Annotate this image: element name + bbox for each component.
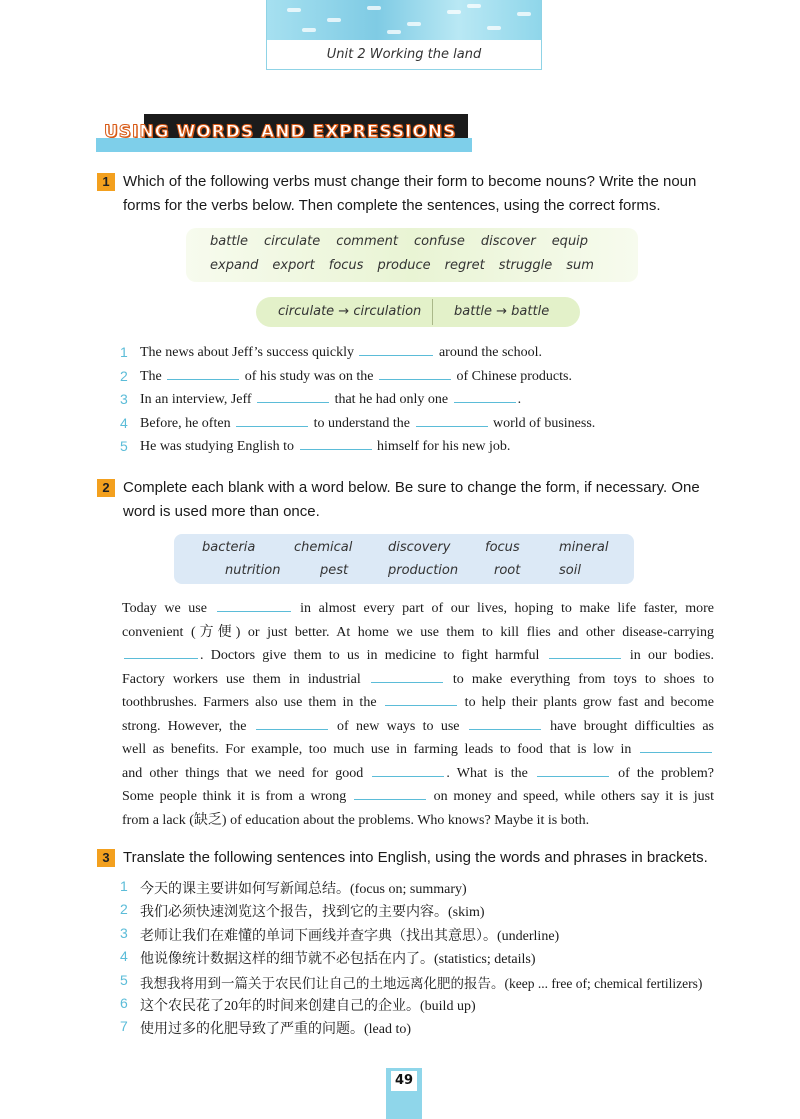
answer-blank[interactable] xyxy=(217,600,291,612)
word-item: bacteria xyxy=(202,540,256,555)
item-number: 2 xyxy=(120,901,128,917)
answer-blank[interactable] xyxy=(300,438,372,450)
passage-text: to make everything from toys to shoes to xyxy=(444,671,714,687)
sentence-text: In an interview, Jeff xyxy=(140,392,256,407)
passage-text: to help their plants grow fast and become xyxy=(458,695,714,710)
item-number: 2 xyxy=(120,368,128,384)
item-number: 5 xyxy=(120,438,128,454)
sentence-text: Before, he often xyxy=(140,416,235,431)
passage-text: Factory workers use them in industrial xyxy=(122,671,369,687)
passage-text: and other things that we need for good xyxy=(122,765,371,781)
instruction-line: Complete each blank with a word below. Be sure to change the form, if necessary. One xyxy=(123,479,700,496)
example-battle: battle → battle xyxy=(454,304,550,319)
answer-blank[interactable] xyxy=(257,391,329,403)
item-number: 5 xyxy=(120,972,128,988)
instruction-line: Translate the following sentences into English, using the words and phrases in brackets. xyxy=(123,849,708,866)
item-number: 3 xyxy=(120,391,128,407)
word-item: equip xyxy=(551,234,589,249)
sentence-text: The news about Jeff’s success quickly xyxy=(140,345,358,360)
sentence-text: He was studying English to xyxy=(140,439,298,454)
word-item: pest xyxy=(320,563,349,578)
example-box xyxy=(256,297,580,327)
sentence-text: world of business. xyxy=(489,416,596,431)
word-item: nutrition xyxy=(225,563,281,578)
sentence-text: himself for his new job. xyxy=(373,439,511,454)
item-number: 1 xyxy=(120,344,128,360)
passage-text: Today we use xyxy=(122,601,215,616)
word-item: circulate xyxy=(264,234,321,249)
section-heading xyxy=(96,114,472,154)
passage-text: Some people think it is from a wrong xyxy=(122,789,352,804)
sentence-text: that he had only one xyxy=(331,392,452,407)
instruction-line: word is used more than once. xyxy=(123,503,320,520)
item-number: 6 xyxy=(120,995,128,1011)
passage-text: well as benefits. For example, too much use in farming leads to food that is low in xyxy=(122,742,638,757)
exercise-number-badge: 2 xyxy=(97,479,115,497)
word-item: sum xyxy=(566,258,594,273)
sentence-text: 我想我将用到一篇关于农民们让自己的土地远离化肥的报告。(keep ... free of; chemical fertilizers) xyxy=(140,976,703,991)
answer-blank[interactable] xyxy=(454,391,516,403)
sentence-text: around the school. xyxy=(435,345,542,360)
answer-blank[interactable] xyxy=(640,741,712,753)
item-number: 4 xyxy=(120,948,128,964)
answer-blank[interactable] xyxy=(372,765,444,777)
unit-banner-image xyxy=(267,0,541,40)
passage-text: in almost every part of our lives, hoping to make life faster, more xyxy=(292,601,714,616)
page-number: 49 xyxy=(390,1070,418,1092)
answer-blank[interactable] xyxy=(549,647,621,659)
word-item: struggle xyxy=(498,258,553,273)
word-item: chemical xyxy=(294,540,353,555)
item-number: 1 xyxy=(120,878,128,894)
passage-text: from a lack (缺乏) of education about the problems. Who knows? Maybe it is both. xyxy=(122,812,590,828)
sentence-text: 使用过多的化肥导致了严重的问题。(lead to) xyxy=(140,1022,412,1037)
answer-blank[interactable] xyxy=(256,718,328,730)
passage-text: on money and speed, while others say it is just xyxy=(427,789,714,804)
sentence-text: . xyxy=(517,392,522,407)
instruction-line: forms for the verbs below. Then complete the sentences, using the correct forms. xyxy=(123,197,661,214)
example-divider xyxy=(432,299,433,325)
word-item: expand xyxy=(210,258,259,273)
answer-blank[interactable] xyxy=(354,788,426,800)
answer-blank[interactable] xyxy=(371,671,443,683)
passage-text: . Doctors give them to us in medicine to fight harmful xyxy=(200,648,547,663)
word-item: regret xyxy=(444,258,485,273)
unit-title: Unit 2 Working the land xyxy=(326,47,482,62)
sentence-text: 我们必须快速浏览这个报告，找到它的主要内容。(skim) xyxy=(140,905,485,920)
sentence-text: 今天的课主要讲如何写新闻总结。(focus on; summary) xyxy=(140,882,467,897)
word-item: produce xyxy=(377,258,431,273)
word-item: mineral xyxy=(559,540,609,555)
answer-blank[interactable] xyxy=(469,718,541,730)
passage-text: toothbrushes. Farmers also use them in the xyxy=(122,695,383,710)
word-item: production xyxy=(388,563,459,578)
sentence-text: of his study was on the xyxy=(241,369,377,384)
answer-blank[interactable] xyxy=(379,368,451,380)
instruction-line: Which of the following verbs must change their form to become nouns? Write the noun xyxy=(123,173,697,190)
exercise-number-badge: 1 xyxy=(97,173,115,191)
item-number: 4 xyxy=(120,415,128,431)
answer-blank[interactable] xyxy=(236,415,308,427)
sentence-text: 他说像统计数据这样的细节就不必包括在内了。(statistics; details) xyxy=(140,952,536,967)
passage-text: . What is the xyxy=(446,765,535,781)
section-title: USING WORDS AND EXPRESSIONS xyxy=(104,122,457,142)
word-item: comment xyxy=(336,234,398,249)
sentence-text: of Chinese products. xyxy=(452,369,572,384)
passage-text: have brought difficulties as xyxy=(542,718,714,734)
passage-text: of new ways to use xyxy=(329,718,467,734)
example-circulate: circulate → circulation xyxy=(278,304,422,319)
answer-blank[interactable] xyxy=(359,344,433,356)
word-item: discover xyxy=(480,234,536,249)
sentence-text: 这个农民花了20年的时间来创建自己的企业。(build up) xyxy=(140,999,476,1014)
sentence-text: 老师让我们在难懂的单词下画线并查字典（找出其意思）。(underline) xyxy=(140,929,560,944)
passage-text: strong. However, the xyxy=(122,718,254,734)
word-item: confuse xyxy=(413,234,465,249)
item-number: 3 xyxy=(120,925,128,941)
word-bank-1 xyxy=(186,228,638,282)
word-item: battle xyxy=(210,234,249,249)
word-item: root xyxy=(494,563,521,578)
word-bank-2 xyxy=(174,534,634,584)
answer-blank[interactable] xyxy=(416,415,488,427)
item-number: 7 xyxy=(120,1018,128,1034)
passage-text: in our bodies. xyxy=(622,648,714,663)
answer-blank[interactable] xyxy=(537,765,609,777)
passage-text: convenient (方便) or just better. At home we use them to kill flies and other disease-carrying xyxy=(122,624,714,640)
word-item: soil xyxy=(559,563,581,578)
exercise-number-badge: 3 xyxy=(97,849,115,867)
word-item: discovery xyxy=(388,540,451,555)
word-item: focus xyxy=(485,540,520,555)
answer-blank[interactable] xyxy=(167,368,239,380)
answer-blank[interactable] xyxy=(385,694,457,706)
answer-blank[interactable] xyxy=(124,647,198,659)
word-item: export xyxy=(272,258,315,273)
exercise-2-passage xyxy=(122,597,714,832)
sentence-text: to understand the xyxy=(310,416,414,431)
passage-text: of the problem? xyxy=(610,765,715,781)
word-item: focus xyxy=(328,258,364,273)
sentence-text: The xyxy=(140,369,166,384)
unit-header xyxy=(266,0,542,70)
